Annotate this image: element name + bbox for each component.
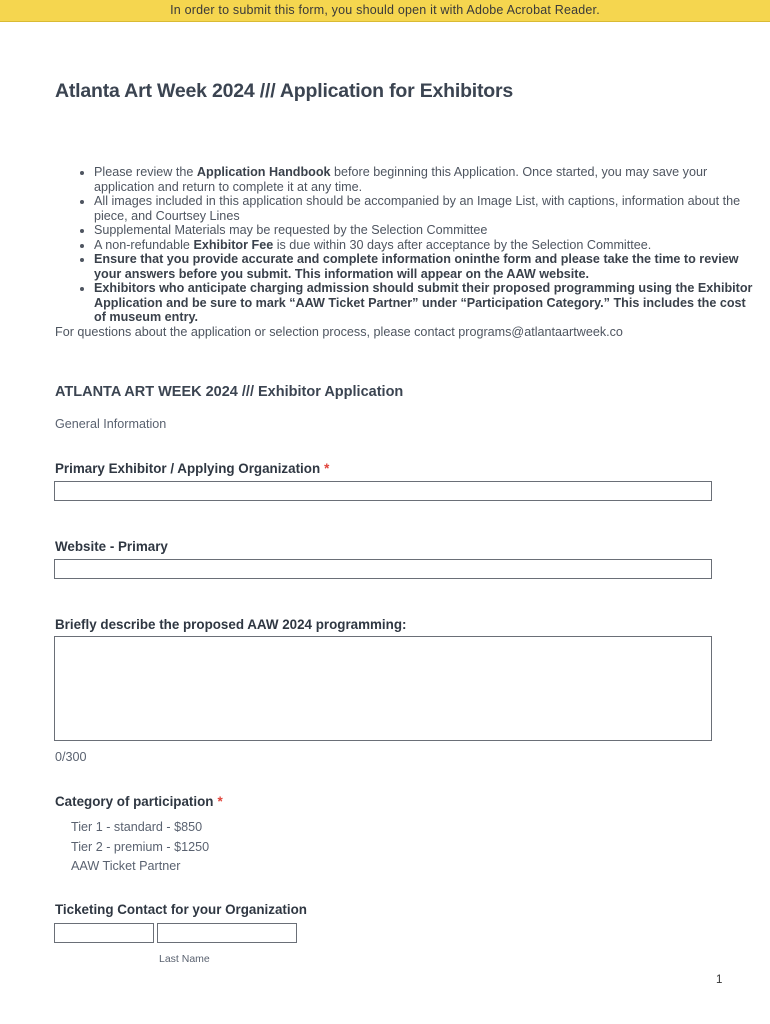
category-options [71,818,209,877]
instruction-item: • A non-refundable Exhibitor Fee is due within 30 days after acceptance by the Selection Committee. [94,238,759,253]
website-label: Website - Primary [55,539,168,554]
last-name-caption: Last Name [159,953,210,965]
primary-exhibitor-input[interactable] [54,481,712,501]
category-option-tier1[interactable]: Tier 1 - standard - $850 [71,820,203,834]
category-label: Category of participation * [55,794,223,809]
required-marker: * [217,794,223,809]
programming-textarea[interactable] [54,636,712,741]
category-option-tier2[interactable]: Tier 2 - premium - $1250 [71,839,210,854]
instruction-item: • Supplemental Materials may be requested by the Selection Committee [94,223,759,238]
section-title: ATLANTA ART WEEK 2024 /// Exhibitor Application [55,384,404,400]
last-name-input[interactable] [157,923,297,943]
primary-exhibitor-label: Primary Exhibitor / Applying Organization * [55,461,330,476]
page-number: 1 [716,974,723,986]
page-title: Atlanta Art Week 2024 /// Application for Exhibitors [55,80,514,102]
acrobat-notice-banner: In order to submit this form, you should open it with Adobe Acrobat Reader. [0,0,770,22]
instruction-item: • Ensure that you provide accurate and complete information oninthe form and please take the time to review your answers before you submit. This information will appear on the AAW website. [94,252,759,281]
instruction-item: • All images included in this application should be accompanied by an Image List, with captions, information about the piece, and Courtsey Lines [94,194,759,223]
required-marker: * [324,461,330,476]
subsection-heading: General Information [55,417,167,431]
programming-label: Briefly describe the proposed AAW 2024 programming: [55,617,407,632]
first-name-input[interactable] [54,923,154,943]
website-input[interactable] [54,559,712,579]
ticketing-contact-label: Ticketing Contact for your Organization [55,902,307,917]
category-option-ticket-partner[interactable]: AAW Ticket Partner [71,859,181,874]
contact-info: For questions about the application or selection process, please contact programs@atlantaartweek.co [55,325,623,339]
character-counter: 0/300 [55,750,87,764]
instructions-list [55,165,759,325]
instruction-item: • Exhibitors who anticipate charging admission should submit their proposed programming using the Exhibitor Application and be sure to mark “AAW Ticket Partner” under “Participation Category.” This includes the cost of museum entry. [94,281,759,325]
instruction-item: • Please review the Application Handbook before beginning this Application. Once started, you may save your application and return to complete it at any time. [94,165,759,194]
